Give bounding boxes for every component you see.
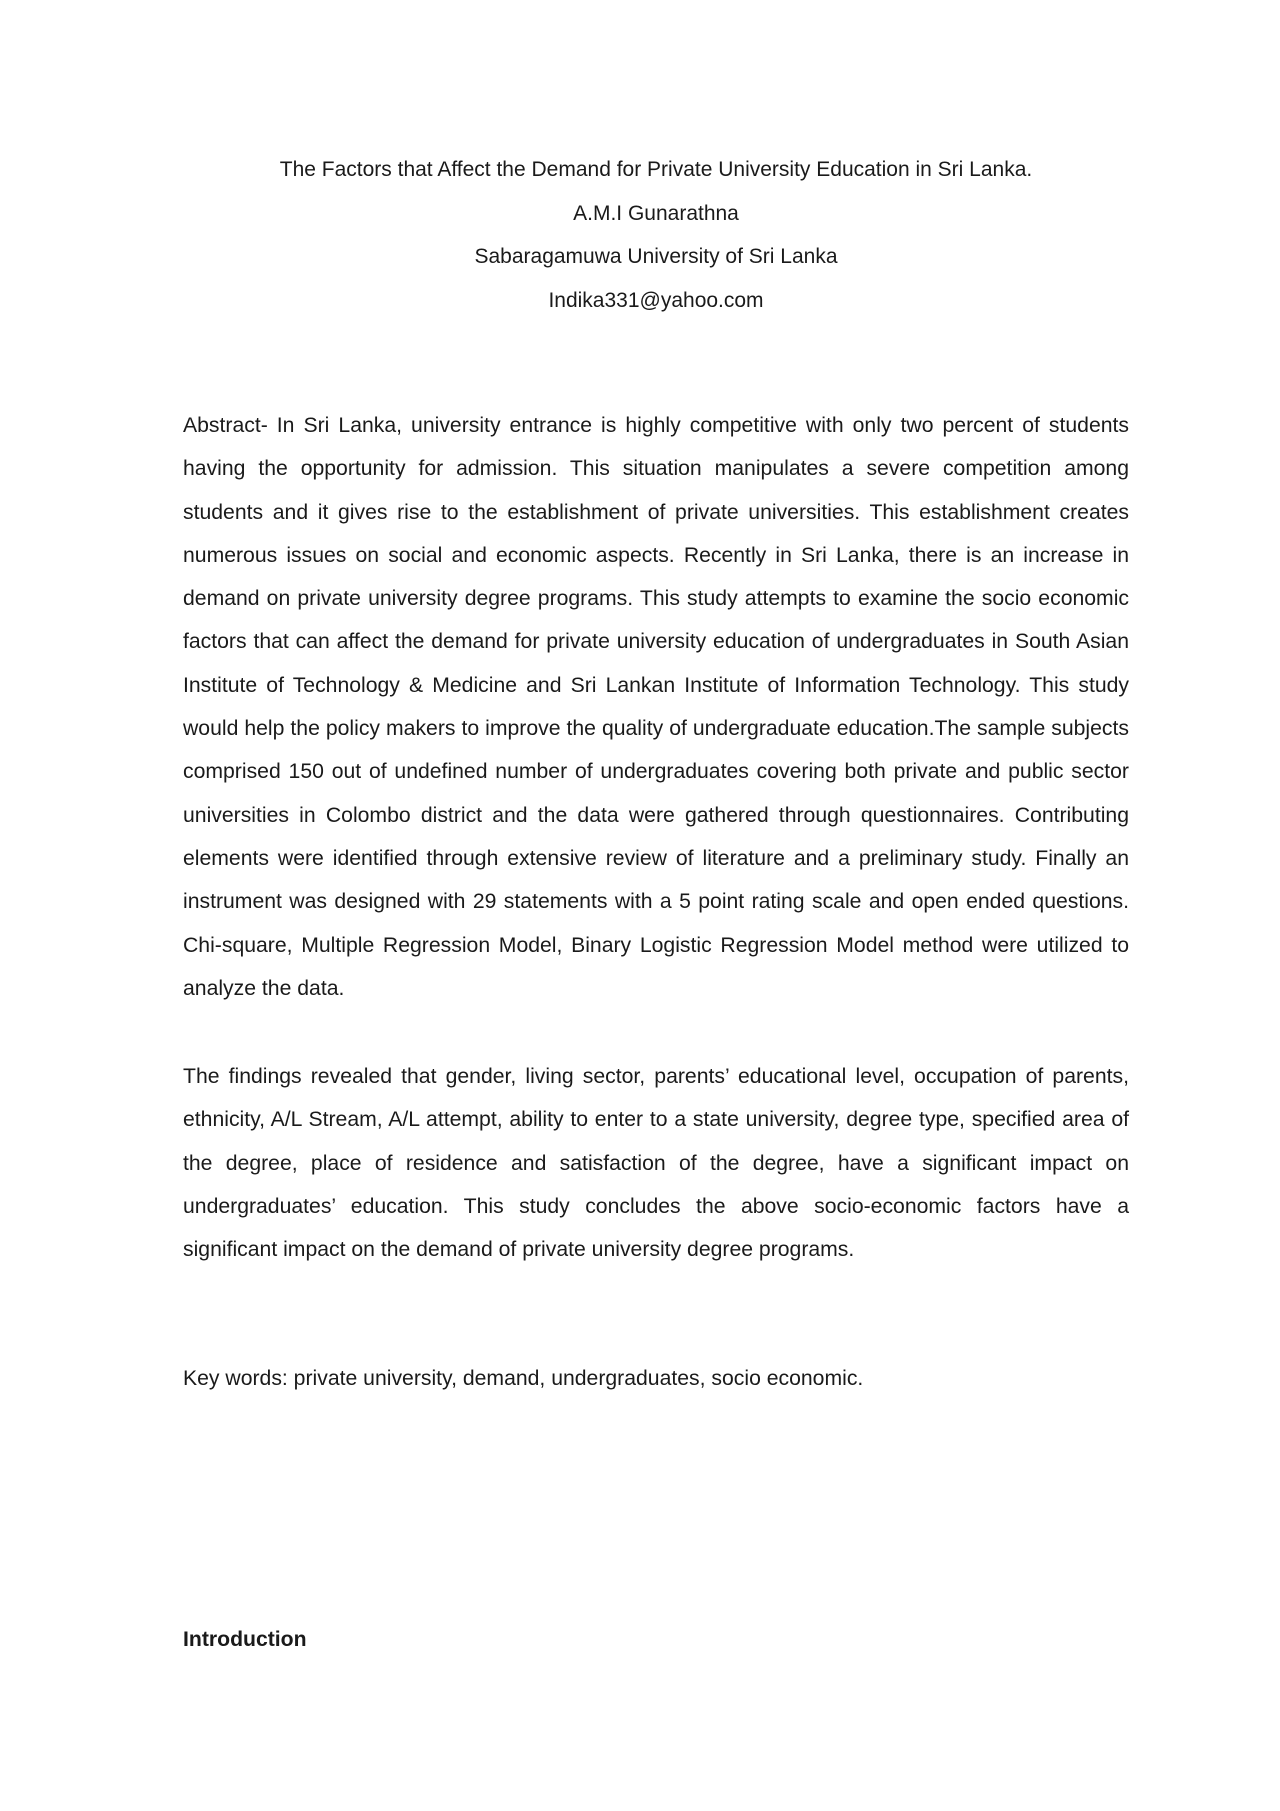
abstract-paragraph [183, 404, 1129, 1010]
author-email: Indika331@yahoo.com [548, 288, 764, 312]
findings-text: The findings revealed that gender, living sector, parents’ educational level, occupation of parents, ethnicity, A/L Stream, A/L attempt, ability to enter to a state university, degree type, specified area of the degree, place of residence and satisfaction of the degree, have a significant impact on undergraduates’ education. This study concludes the above socio-economic factors have a significant impact on the demand of private university degree programs. [183, 1065, 1129, 1262]
author-affiliation: Sabaragamuwa University of Sri Lanka [474, 245, 838, 268]
author-name: A.M.I Gunarathna [573, 201, 739, 225]
keywords-text: Key words: private university, demand, undergraduates, socio economic. [183, 1367, 864, 1390]
abstract-text: Abstract- In Sri Lanka, university entrance is highly competitive with only two percent of students having the opportunity for admission. This situation manipulates a severe competition among students and it gives rise to the establishment of private universities. This establishment creates numerous issues on social and economic aspects. Recently in Sri Lanka, there is an increase in demand on private university degree programs. This study attempts to examine the socio economic factors that can affect the demand for private university education of undergraduates in South Asian Institute of Technology & Medicine and Sri Lankan Institute of Information Technology. This study would help the policy makers to improve the quality of undergraduate education.The sample subjects comprised 150 out of undefined number of undergraduates covering both private and public sector universities in Colombo district and the data were gathered through questionnaires. Contributing elements were identified through extensive review of literature and a preliminary study. Finally an instrument was designed with 29 statements with a 5 point rating scale and open ended questions. Chi-square, Multiple Regression Model, Binary Logistic Regression Model method were utilized to analyze the data. [183, 414, 1129, 1000]
findings-paragraph [183, 1055, 1129, 1271]
keywords-paragraph [183, 1357, 1129, 1400]
paper-header [183, 148, 1129, 322]
paper-title: The Factors that Affect the Demand for Private University Education in Sri Lanka. [279, 158, 1033, 181]
introduction-heading: Introduction [183, 1628, 307, 1651]
